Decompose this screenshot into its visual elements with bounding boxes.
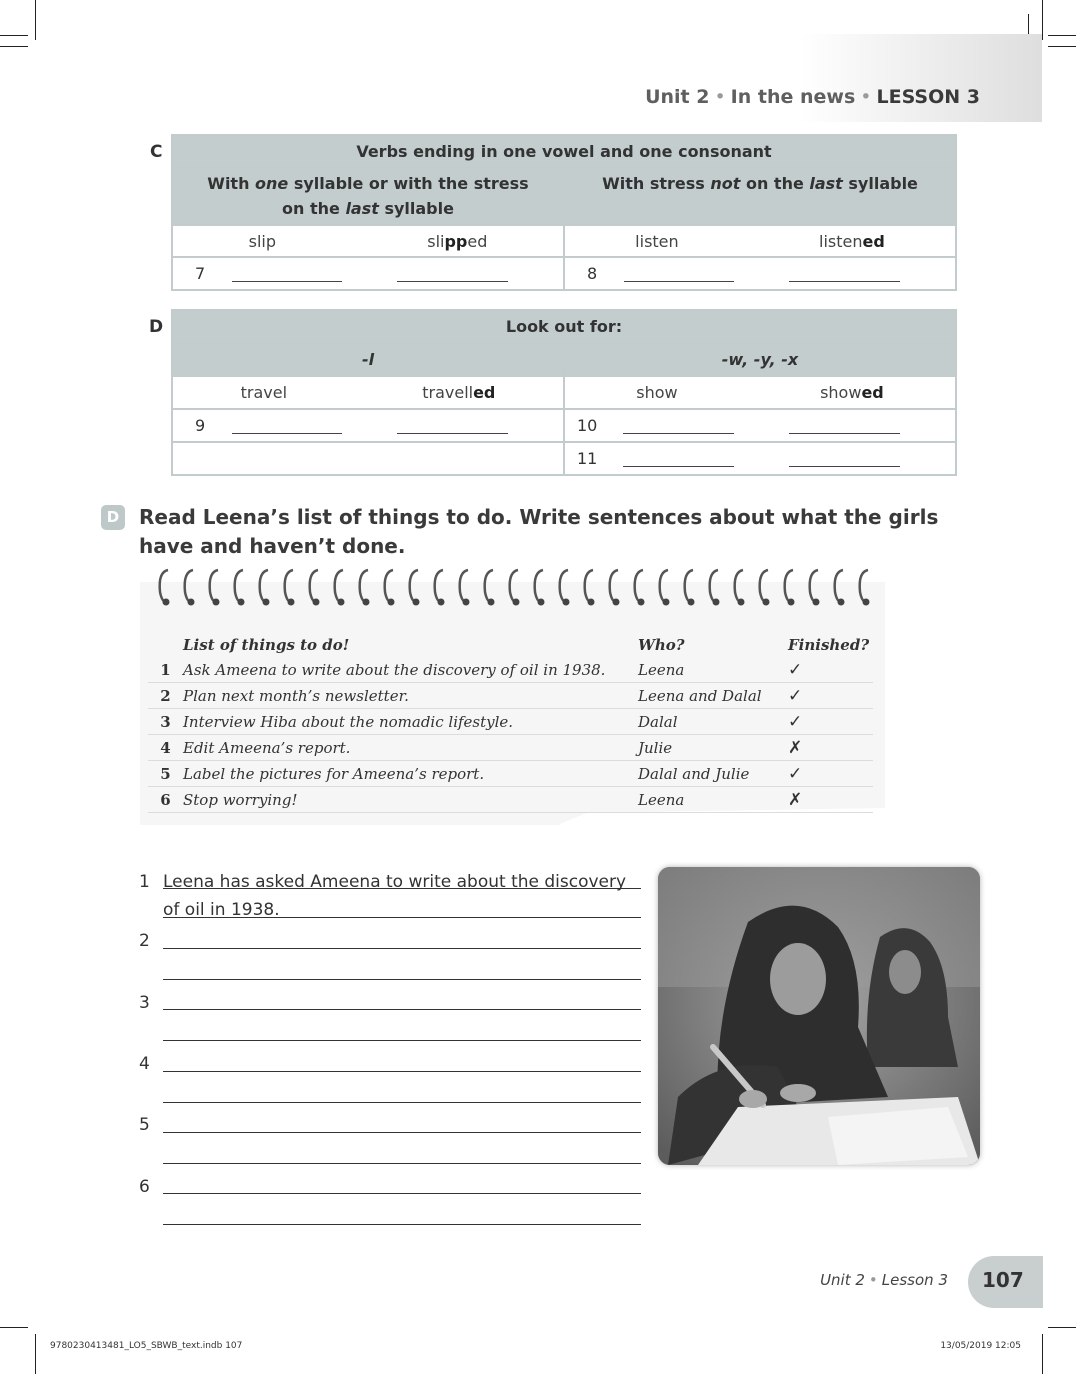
example-past (427, 232, 487, 251)
answer-blank[interactable] (789, 450, 900, 467)
spiral-binding-icon (150, 566, 880, 610)
word-highlight: ed (862, 231, 885, 251)
word-part: ed (467, 231, 488, 251)
spiral-hole (438, 599, 445, 606)
example-past (422, 383, 495, 402)
exercise-instruction: Read Leena’s list of things to do. Write sentences about what the girls have and haven’t done. (139, 505, 939, 558)
spiral-hole (813, 599, 820, 606)
spiral-ring (560, 570, 568, 602)
spiral-ring (810, 570, 818, 602)
spiral-hole (538, 599, 545, 606)
crop-mark (0, 35, 28, 36)
header-lesson: LESSON 3 (876, 86, 980, 108)
answer-line[interactable] (163, 1009, 641, 1010)
answer-line[interactable] (163, 1040, 641, 1041)
spiral-ring (160, 570, 168, 602)
spiral-hole (188, 599, 195, 606)
answer-line[interactable] (163, 1193, 641, 1194)
spiral-hole (313, 599, 320, 606)
todo-row (148, 683, 873, 709)
example-cell (172, 225, 564, 257)
spiral-hole (363, 599, 370, 606)
answer-line[interactable] (163, 1224, 641, 1225)
header-topic: In the news (730, 86, 856, 108)
word-part: listen (819, 231, 863, 251)
answer-number: 6 (139, 1177, 150, 1197)
header-emphasis: last (345, 199, 379, 218)
spacer (148, 632, 183, 657)
spiral-hole (838, 599, 845, 606)
spiral-ring (335, 570, 343, 602)
answer-number: 2 (139, 931, 150, 951)
footer-unit: Unit 2 (820, 1271, 865, 1289)
answer-line[interactable] (163, 1163, 641, 1164)
spiral-hole (588, 599, 595, 606)
spiral-hole (413, 599, 420, 606)
word-part: show (820, 383, 862, 402)
spiral-ring (460, 570, 468, 602)
answer-line (163, 888, 641, 889)
todo-who: Julie (638, 735, 788, 761)
crop-mark (0, 46, 28, 47)
todo-header-task: List of things to do! (183, 635, 350, 654)
answer-cell (564, 442, 956, 475)
answer-blank[interactable] (397, 417, 508, 434)
todo-task: Edit Ameena’s report. (183, 735, 638, 761)
answer-blank[interactable] (232, 265, 343, 282)
answer-blank[interactable] (397, 265, 508, 282)
todo-number: 3 (148, 709, 183, 735)
example-cell (564, 376, 956, 409)
spiral-ring (285, 570, 293, 602)
section-d-letter: D (149, 317, 164, 337)
spiral-ring (485, 570, 493, 602)
header-emphasis: not (710, 174, 741, 193)
print-slug-date: 13/05/2019 12:05 (940, 1341, 1021, 1351)
spiral-ring (185, 570, 193, 602)
spiral-hole (563, 599, 570, 606)
spiral-hole (288, 599, 295, 606)
todo-task: Plan next month’s newsletter. (183, 683, 638, 709)
print-slug-file: 9780230413481_LO5_SBWB_text.indb 107 (50, 1341, 243, 1351)
example-base: travel (240, 383, 288, 402)
header-text: With (207, 174, 256, 193)
todo-row (148, 657, 873, 683)
todo-row (148, 735, 873, 761)
spiral-ring (235, 570, 243, 602)
word-highlight: ed (861, 383, 884, 402)
spiral-hole (213, 599, 220, 606)
spiral-ring (860, 570, 868, 602)
header-text: With stress (602, 174, 711, 193)
header-emphasis: one (255, 174, 289, 193)
header-text: syllable (842, 174, 918, 193)
item-number: 9 (195, 416, 206, 435)
todo-number: 5 (148, 761, 183, 787)
running-header (645, 86, 980, 108)
spiral-ring (710, 570, 718, 602)
spiral-ring (585, 570, 593, 602)
item-number: 10 (577, 416, 598, 435)
exercise-badge: D (101, 505, 125, 530)
spiral-hole (863, 599, 870, 606)
crop-mark (1042, 1334, 1043, 1374)
todo-number: 2 (148, 683, 183, 709)
answer-number: 4 (139, 1054, 150, 1074)
spiral-ring (510, 570, 518, 602)
example-base: show (636, 383, 678, 402)
spiral-ring (835, 570, 843, 602)
example-answer-line2: of oil in 1938. (163, 900, 280, 920)
spiral-hole (263, 599, 270, 606)
answer-blank[interactable] (624, 265, 735, 282)
column-header (172, 167, 564, 225)
empty-cell (172, 442, 564, 475)
answer-line (163, 917, 641, 918)
todo-status-icon: ✗ (788, 787, 873, 813)
spiral-hole (238, 599, 245, 606)
todo-status-icon: ✓ (788, 683, 873, 709)
spiral-hole (163, 599, 170, 606)
example-base: listen (635, 231, 679, 251)
word-part: sli (427, 231, 445, 251)
header-text: syllable (378, 199, 454, 218)
example-past (820, 383, 884, 402)
todo-status-icon: ✗ (788, 735, 873, 761)
todo-list (148, 632, 873, 813)
spiral-ring (760, 570, 768, 602)
crop-mark (1048, 35, 1076, 36)
spiral-ring (310, 570, 318, 602)
answer-cell (564, 257, 956, 290)
answer-number: 3 (139, 993, 150, 1013)
word-part: travell (422, 383, 474, 402)
spiral-hole (663, 599, 670, 606)
section-d-table (171, 309, 957, 476)
answer-line[interactable] (163, 1102, 641, 1103)
separator-dot: • (860, 86, 872, 108)
section-c-letter: C (150, 142, 163, 162)
crop-mark (1048, 1327, 1076, 1328)
todo-who: Leena (638, 657, 788, 683)
todo-task: Ask Ameena to write about the discovery of oil in 1938. (183, 657, 638, 683)
column-header: -l (172, 343, 564, 376)
example-base: slip (248, 231, 276, 251)
todo-row (148, 761, 873, 787)
crop-mark (1048, 46, 1076, 47)
answer-blank[interactable] (623, 450, 734, 467)
spiral-ring (635, 570, 643, 602)
header-text: syllable or with the stress (288, 174, 529, 193)
spiral-hole (338, 599, 345, 606)
todo-number: 4 (148, 735, 183, 761)
crop-mark (1042, 0, 1043, 40)
todo-who: Dalal and Julie (638, 761, 788, 787)
spiral-hole (513, 599, 520, 606)
header-emphasis: last (809, 174, 843, 193)
spiral-hole (388, 599, 395, 606)
answer-line[interactable] (163, 1132, 641, 1133)
crop-mark (35, 0, 36, 40)
header-text: on the (740, 174, 810, 193)
answer-blank[interactable] (789, 417, 900, 434)
spiral-ring (685, 570, 693, 602)
header-unit: Unit 2 (645, 86, 710, 108)
spiral-ring (535, 570, 543, 602)
todo-who: Dalal (638, 709, 788, 735)
answer-cell (172, 257, 564, 290)
spiral-hole (488, 599, 495, 606)
spiral-ring (735, 570, 743, 602)
todo-header-finished: Finished? (788, 635, 870, 654)
item-number: 8 (587, 264, 598, 283)
answer-number: 5 (139, 1115, 150, 1135)
spiral-hole (688, 599, 695, 606)
answer-number: 1 (139, 872, 150, 892)
header-band (800, 34, 1042, 122)
todo-task: Label the pictures for Ameena’s report. (183, 761, 638, 787)
answer-blank[interactable] (623, 417, 734, 434)
todo-status-icon: ✓ (788, 709, 873, 735)
column-header: -w, -y, -x (564, 343, 956, 376)
spiral-ring (660, 570, 668, 602)
page-number: 107 (982, 1268, 1024, 1292)
girls-writing-illustration (658, 867, 980, 1165)
todo-row (148, 709, 873, 735)
spiral-ring (210, 570, 218, 602)
item-number: 11 (577, 449, 598, 468)
word-highlight: pp (444, 231, 468, 251)
todo-who: Leena (638, 787, 788, 813)
section-c-table (171, 134, 957, 291)
running-footer (820, 1271, 948, 1289)
spiral-ring (435, 570, 443, 602)
todo-task: Interview Hiba about the nomadic lifestyle. (183, 709, 638, 735)
crop-mark (0, 1327, 28, 1328)
crop-mark (35, 1334, 36, 1374)
todo-row (148, 787, 873, 813)
example-cell (172, 376, 564, 409)
header-text: on the (282, 199, 346, 218)
column-header (564, 167, 956, 225)
word-highlight: ed (473, 383, 496, 402)
spiral-hole (713, 599, 720, 606)
spiral-hole (638, 599, 645, 606)
example-past (819, 232, 885, 251)
todo-header-who: Who? (638, 635, 685, 654)
spiral-ring (610, 570, 618, 602)
table-title: Look out for: (172, 310, 956, 343)
table-title: Verbs ending in one vowel and one consonant (172, 135, 956, 167)
answer-line[interactable] (163, 1071, 641, 1072)
separator-dot: • (868, 1271, 878, 1289)
separator-dot: • (714, 86, 726, 108)
spiral-ring (785, 570, 793, 602)
todo-task: Stop worrying! (183, 787, 638, 813)
example-answer-line1: Leena has asked Ameena to write about the discovery (163, 872, 627, 892)
spiral-hole (788, 599, 795, 606)
spiral-ring (410, 570, 418, 602)
todo-status-icon: ✓ (788, 761, 873, 787)
spiral-hole (613, 599, 620, 606)
todo-who: Leena and Dalal (638, 683, 788, 709)
todo-number: 1 (148, 657, 183, 683)
spiral-hole (763, 599, 770, 606)
spiral-hole (463, 599, 470, 606)
spiral-ring (260, 570, 268, 602)
answer-line[interactable] (163, 948, 641, 949)
answer-line[interactable] (163, 979, 641, 980)
spiral-ring (360, 570, 368, 602)
todo-number: 6 (148, 787, 183, 813)
spiral-ring (385, 570, 393, 602)
footer-lesson: Lesson 3 (881, 1271, 948, 1289)
spiral-hole (738, 599, 745, 606)
item-number: 7 (195, 264, 206, 283)
answer-cell (564, 409, 956, 442)
answer-cell (172, 409, 564, 442)
todo-status-icon: ✓ (788, 657, 873, 683)
answer-blank[interactable] (789, 265, 900, 282)
example-cell (564, 225, 956, 257)
answer-blank[interactable] (232, 417, 343, 434)
